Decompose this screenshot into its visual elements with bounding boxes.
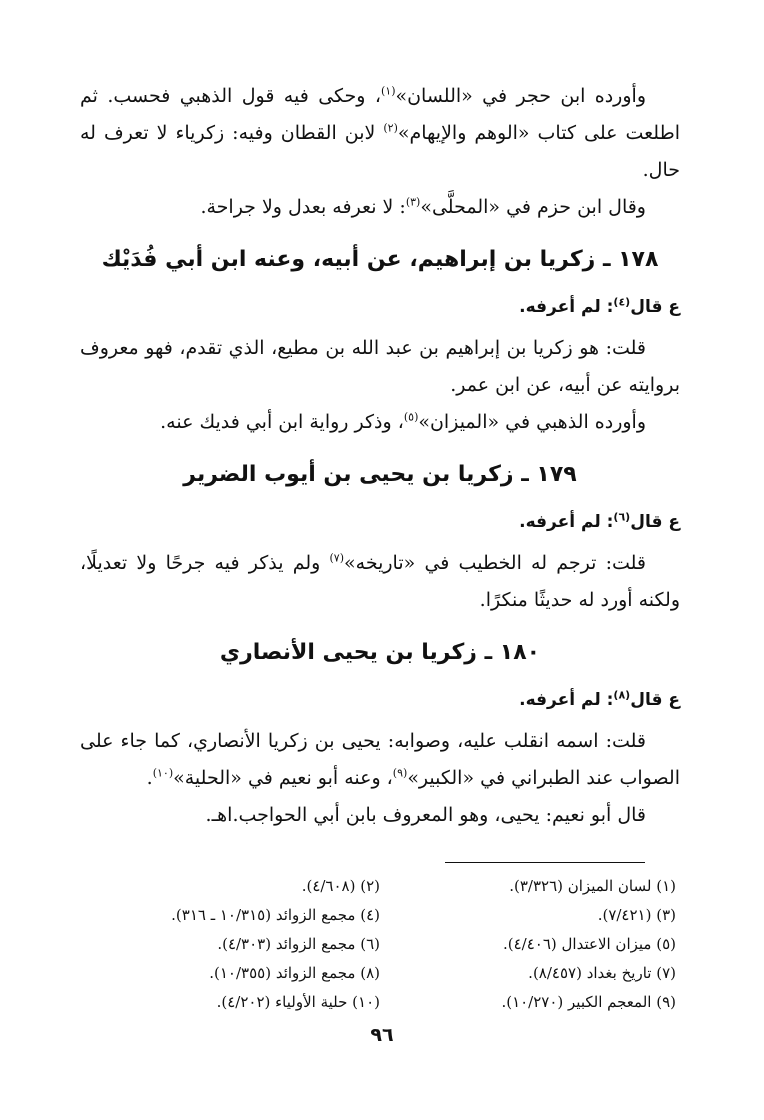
- text-span: وأورده ابن حجر في «اللسان»: [395, 85, 646, 107]
- footnote: (٢) (٤/٦٠٨).: [301, 877, 380, 895]
- footnote-ref[interactable]: (٧): [329, 551, 345, 565]
- text-span: : لا نعرفه بعدل ولا جراحة.: [200, 196, 406, 218]
- footnote: (٦) مجمع الزوائد (٤/٣٠٣).: [217, 935, 380, 953]
- entry-178-heading: ١٧٨ ـ زكريا بن إبراهيم، عن أبيه، وعنه ابن أبي فُدَيْك: [101, 247, 659, 272]
- text-span: قلت: اسمه انقلب عليه، وصوابه: يحيى بن زكريا الأنصاري، كما جاء على الصواب عند الطبراني في «الكبير»: [80, 730, 680, 789]
- entry-180-text-1: [80, 723, 680, 797]
- page-number: ٩٦: [370, 1024, 394, 1046]
- footnote: (٣) (٧/٤٢١).: [597, 906, 676, 924]
- text-span: : لم أعرفه.: [519, 297, 614, 317]
- text-span: ع قال: [630, 512, 680, 532]
- entry-178-qala: [80, 290, 680, 324]
- footnotes: [80, 873, 676, 1015]
- entry-179-text-1: [80, 545, 680, 619]
- footnote: (٧) تاريخ بغداد (٨/٤٥٧).: [528, 964, 676, 982]
- footnote-ref[interactable]: (٨): [613, 688, 631, 702]
- text-span: ع قال: [630, 297, 680, 317]
- text-span: قلت: ترجم له الخطيب في «تاريخه»: [344, 552, 646, 574]
- main-text: [80, 78, 680, 834]
- text-span: ، وعنه أبو نعيم في «الحلية»: [173, 767, 393, 789]
- entry-179-heading: ١٧٩ ـ زكريا بن يحيى بن أيوب الضرير: [183, 462, 577, 487]
- footnote-ref[interactable]: (٢): [383, 121, 398, 135]
- text-span: : لم أعرفه.: [519, 512, 614, 532]
- footnote-divider: [445, 862, 645, 863]
- paragraph-1: [80, 78, 680, 189]
- footnote: (٨) مجمع الزوائد (١٠/٣٥٥).: [209, 964, 380, 982]
- footnote: (٩) المعجم الكبير (١٠/٢٧٠).: [501, 993, 676, 1011]
- text-span: .: [146, 767, 153, 789]
- text-span: ع قال: [630, 690, 680, 710]
- footnote-ref[interactable]: (١): [380, 84, 396, 98]
- text-span: وأورده الذهبي في «الميزان»: [418, 411, 646, 433]
- footnote-ref[interactable]: (٣): [405, 195, 421, 209]
- entry-179-qala: [80, 505, 680, 539]
- footnote: (١٠) حلية الأولياء (٤/٢٠٢).: [216, 993, 380, 1011]
- text-span: : لم أعرفه.: [519, 690, 614, 710]
- footnote-ref[interactable]: (٥): [403, 410, 419, 424]
- entry-180-text-2: قال أبو نعيم: يحيى، وهو المعروف بابن أبي الحواجب.اهـ.: [205, 804, 646, 826]
- text-span: ولم يذكر فيه جرحًا ولا تعديلًا، ولكنه أورد له حديثًا منكرًا.: [80, 552, 680, 611]
- text-span: ، وذكر رواية ابن أبي فديك عنه.: [160, 411, 404, 433]
- footnote: (١) لسان الميزان (٣/٣٢٦).: [509, 877, 676, 895]
- text-span: ، وحكى فيه قول الذهبي فحسب. ثم اطلعت على كتاب «الوهم والإيهام»: [80, 85, 680, 144]
- footnote-ref[interactable]: (٩): [392, 766, 408, 780]
- entry-180-qala: [80, 683, 680, 717]
- text-span: وقال ابن حزم في «المحلَّى»: [420, 196, 646, 218]
- text-span: لابن القطان وفيه: زكرياء لا تعرف له حال.: [80, 122, 680, 181]
- entry-178-text-2: [80, 404, 680, 441]
- entry-178-text-1: قلت: هو زكريا بن إبراهيم بن عبد الله بن مطيع، الذي تقدم، فهو معروف بروايته عن أبيه، عن ابن عمر.: [80, 337, 680, 396]
- footnote: (٥) ميزان الاعتدال (٤/٤٠٦).: [503, 935, 676, 953]
- footnote-ref[interactable]: (٦): [613, 510, 631, 524]
- footnote: (٤) مجمع الزوائد (١٠/٣١٥ ـ ٣١٦).: [171, 906, 380, 924]
- footnote-ref[interactable]: (١٠): [152, 766, 174, 780]
- footnote-ref[interactable]: (٤): [613, 295, 631, 309]
- entry-180-heading: ١٨٠ ـ زكريا بن يحيى الأنصاري: [219, 640, 541, 665]
- paragraph-2: [80, 189, 680, 226]
